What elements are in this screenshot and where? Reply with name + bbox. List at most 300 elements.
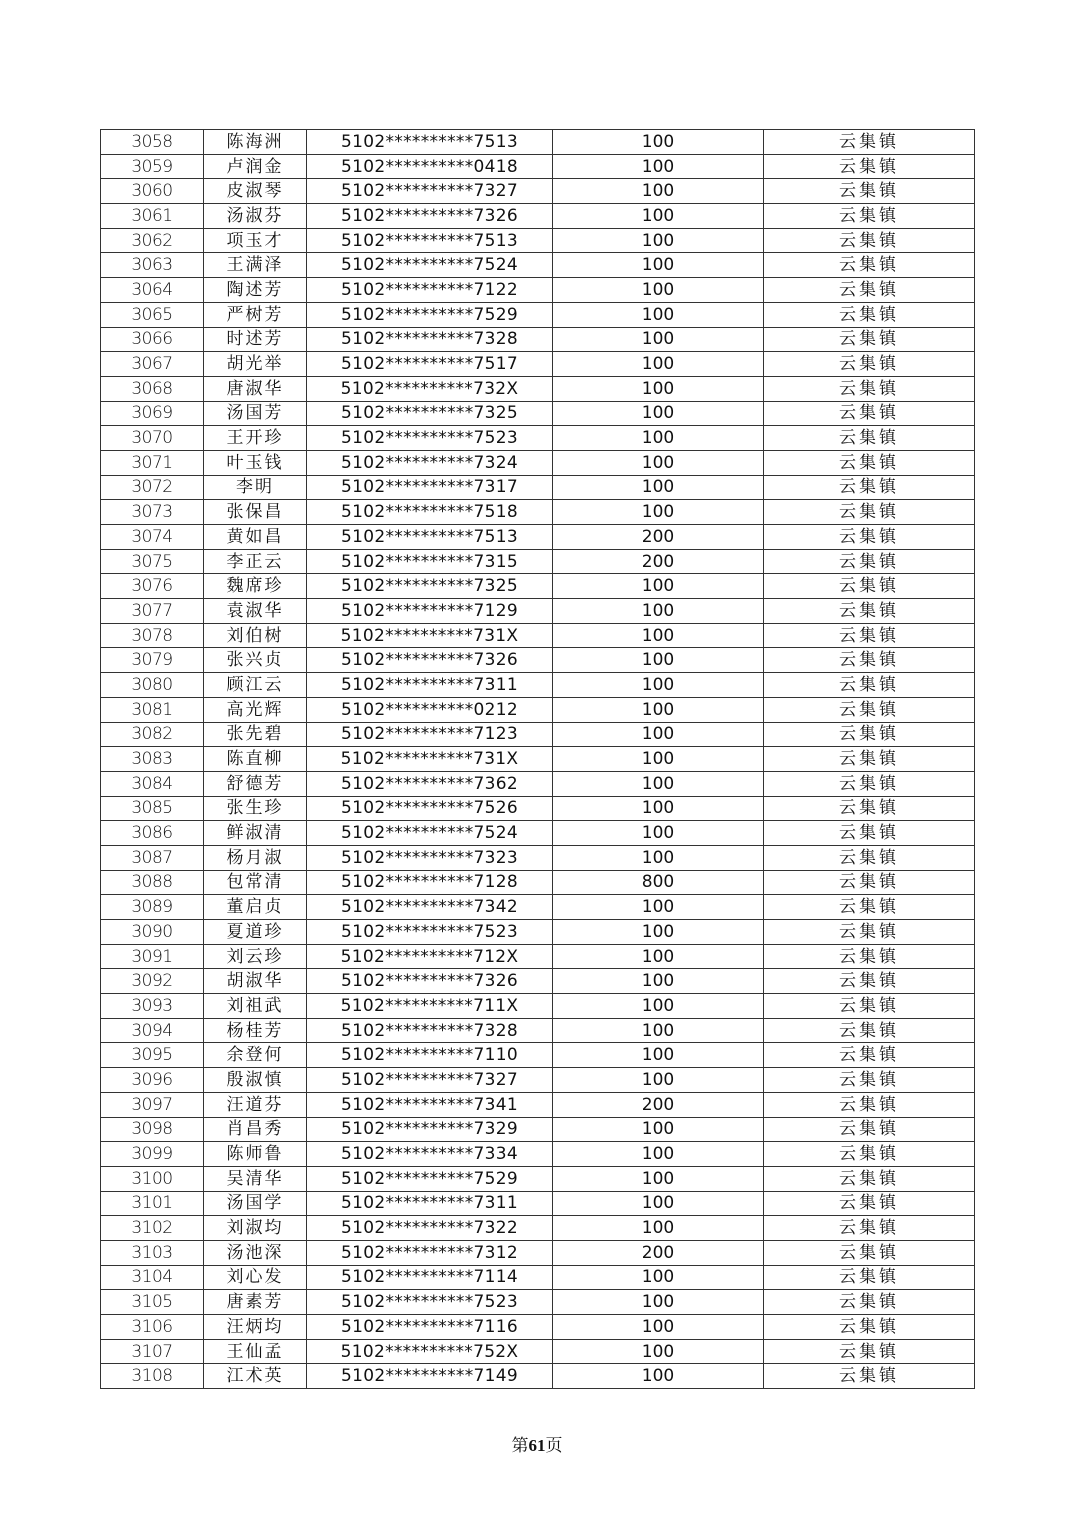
amount-cell: 100 xyxy=(553,426,764,451)
id-number-cell: 5102**********7327 xyxy=(307,1068,553,1093)
town-cell: 云集镇 xyxy=(764,376,975,401)
seq-cell: 3098 xyxy=(101,1117,204,1142)
town-cell: 云集镇 xyxy=(764,525,975,550)
id-number-cell: 5102**********7328 xyxy=(307,327,553,352)
table-row xyxy=(101,1092,975,1117)
amount-cell: 100 xyxy=(553,944,764,969)
amount-cell: 100 xyxy=(553,130,764,155)
id-number-cell: 5102**********7529 xyxy=(307,302,553,327)
table-row xyxy=(101,574,975,599)
seq-cell: 3085 xyxy=(101,796,204,821)
id-number-cell: 5102**********7311 xyxy=(307,1191,553,1216)
name-cell: 刘淑均 xyxy=(204,1216,307,1241)
town-cell: 云集镇 xyxy=(764,648,975,673)
subsidy-roster-table xyxy=(100,129,975,1389)
id-number-cell: 5102**********7129 xyxy=(307,599,553,624)
name-cell: 唐淑华 xyxy=(204,376,307,401)
town-cell: 云集镇 xyxy=(764,327,975,352)
seq-cell: 3070 xyxy=(101,426,204,451)
name-cell: 张保昌 xyxy=(204,500,307,525)
table-row xyxy=(101,1315,975,1340)
amount-cell: 200 xyxy=(553,1240,764,1265)
id-number-cell: 5102**********731X xyxy=(307,623,553,648)
table-row xyxy=(101,1216,975,1241)
amount-cell: 100 xyxy=(553,747,764,772)
seq-cell: 3087 xyxy=(101,845,204,870)
table-row xyxy=(101,1068,975,1093)
id-number-cell: 5102**********7529 xyxy=(307,1166,553,1191)
amount-cell: 100 xyxy=(553,1339,764,1364)
id-number-cell: 5102**********7329 xyxy=(307,1117,553,1142)
table-row xyxy=(101,697,975,722)
town-cell: 云集镇 xyxy=(764,352,975,377)
town-cell: 云集镇 xyxy=(764,253,975,278)
town-cell: 云集镇 xyxy=(764,228,975,253)
name-cell: 陶述芳 xyxy=(204,278,307,303)
amount-cell: 100 xyxy=(553,994,764,1019)
id-number-cell: 5102**********7312 xyxy=(307,1240,553,1265)
amount-cell: 100 xyxy=(553,845,764,870)
id-number-cell: 5102**********7311 xyxy=(307,673,553,698)
table-row xyxy=(101,771,975,796)
table-row xyxy=(101,1117,975,1142)
table-row xyxy=(101,179,975,204)
name-cell: 董启贞 xyxy=(204,895,307,920)
amount-cell: 100 xyxy=(553,920,764,945)
seq-cell: 3105 xyxy=(101,1290,204,1315)
town-cell: 云集镇 xyxy=(764,821,975,846)
table-row xyxy=(101,1166,975,1191)
table-row xyxy=(101,599,975,624)
name-cell: 刘伯树 xyxy=(204,623,307,648)
amount-cell: 100 xyxy=(553,796,764,821)
town-cell: 云集镇 xyxy=(764,1240,975,1265)
page-number: 61 xyxy=(528,1436,546,1455)
name-cell: 叶玉钱 xyxy=(204,450,307,475)
town-cell: 云集镇 xyxy=(764,747,975,772)
id-number-cell: 5102**********7513 xyxy=(307,525,553,550)
amount-cell: 100 xyxy=(553,1290,764,1315)
name-cell: 张先碧 xyxy=(204,722,307,747)
amount-cell: 100 xyxy=(553,500,764,525)
page-label-prefix: 第 xyxy=(511,1436,529,1456)
amount-cell: 100 xyxy=(553,1216,764,1241)
seq-cell: 3089 xyxy=(101,895,204,920)
id-number-cell: 5102**********752X xyxy=(307,1339,553,1364)
name-cell: 汤淑芬 xyxy=(204,204,307,229)
id-number-cell: 5102**********7341 xyxy=(307,1092,553,1117)
seq-cell: 3083 xyxy=(101,747,204,772)
town-cell: 云集镇 xyxy=(764,500,975,525)
table-row xyxy=(101,228,975,253)
name-cell: 舒德芳 xyxy=(204,771,307,796)
name-cell: 王开珍 xyxy=(204,426,307,451)
id-number-cell: 5102**********7328 xyxy=(307,1018,553,1043)
seq-cell: 3088 xyxy=(101,870,204,895)
amount-cell: 100 xyxy=(553,623,764,648)
id-number-cell: 5102**********7513 xyxy=(307,228,553,253)
town-cell: 云集镇 xyxy=(764,574,975,599)
town-cell: 云集镇 xyxy=(764,870,975,895)
id-number-cell: 5102**********7362 xyxy=(307,771,553,796)
id-number-cell: 5102**********7523 xyxy=(307,426,553,451)
town-cell: 云集镇 xyxy=(764,845,975,870)
id-number-cell: 5102**********0212 xyxy=(307,697,553,722)
town-cell: 云集镇 xyxy=(764,450,975,475)
town-cell: 云集镇 xyxy=(764,1191,975,1216)
table-row xyxy=(101,130,975,155)
id-number-cell: 5102**********7116 xyxy=(307,1315,553,1340)
amount-cell: 100 xyxy=(553,574,764,599)
table-row xyxy=(101,154,975,179)
name-cell: 陈师鲁 xyxy=(204,1142,307,1167)
amount-cell: 100 xyxy=(553,302,764,327)
id-number-cell: 5102**********7128 xyxy=(307,870,553,895)
seq-cell: 3071 xyxy=(101,450,204,475)
table-row xyxy=(101,1018,975,1043)
name-cell: 汪道芬 xyxy=(204,1092,307,1117)
seq-cell: 3095 xyxy=(101,1043,204,1068)
table-row xyxy=(101,623,975,648)
table-row xyxy=(101,549,975,574)
id-number-cell: 5102**********7342 xyxy=(307,895,553,920)
town-cell: 云集镇 xyxy=(764,1265,975,1290)
town-cell: 云集镇 xyxy=(764,154,975,179)
name-cell: 张兴贞 xyxy=(204,648,307,673)
seq-cell: 3067 xyxy=(101,352,204,377)
table-row xyxy=(101,870,975,895)
town-cell: 云集镇 xyxy=(764,1068,975,1093)
name-cell: 吴清华 xyxy=(204,1166,307,1191)
amount-cell: 100 xyxy=(553,1043,764,1068)
amount-cell: 200 xyxy=(553,549,764,574)
table-row xyxy=(101,450,975,475)
name-cell: 王仙孟 xyxy=(204,1339,307,1364)
seq-cell: 3081 xyxy=(101,697,204,722)
id-number-cell: 5102**********7325 xyxy=(307,401,553,426)
amount-cell: 800 xyxy=(553,870,764,895)
table-row xyxy=(101,648,975,673)
name-cell: 胡光举 xyxy=(204,352,307,377)
seq-cell: 3068 xyxy=(101,376,204,401)
name-cell: 王满泽 xyxy=(204,253,307,278)
amount-cell: 100 xyxy=(553,1068,764,1093)
town-cell: 云集镇 xyxy=(764,1216,975,1241)
seq-cell: 3108 xyxy=(101,1364,204,1389)
seq-cell: 3076 xyxy=(101,574,204,599)
id-number-cell: 5102**********7110 xyxy=(307,1043,553,1068)
name-cell: 胡淑华 xyxy=(204,969,307,994)
amount-cell: 100 xyxy=(553,1018,764,1043)
amount-cell: 100 xyxy=(553,969,764,994)
name-cell: 杨月淑 xyxy=(204,845,307,870)
name-cell: 殷淑慎 xyxy=(204,1068,307,1093)
amount-cell: 200 xyxy=(553,525,764,550)
amount-cell: 200 xyxy=(553,1092,764,1117)
id-number-cell: 5102**********7523 xyxy=(307,920,553,945)
table-row xyxy=(101,253,975,278)
town-cell: 云集镇 xyxy=(764,1166,975,1191)
seq-cell: 3086 xyxy=(101,821,204,846)
town-cell: 云集镇 xyxy=(764,179,975,204)
name-cell: 汤国学 xyxy=(204,1191,307,1216)
town-cell: 云集镇 xyxy=(764,1018,975,1043)
name-cell: 黄如昌 xyxy=(204,525,307,550)
seq-cell: 3074 xyxy=(101,525,204,550)
id-number-cell: 5102**********7114 xyxy=(307,1265,553,1290)
amount-cell: 100 xyxy=(553,401,764,426)
id-number-cell: 5102**********7315 xyxy=(307,549,553,574)
name-cell: 汤池深 xyxy=(204,1240,307,1265)
amount-cell: 100 xyxy=(553,1364,764,1389)
name-cell: 时述芳 xyxy=(204,327,307,352)
table-row xyxy=(101,525,975,550)
seq-cell: 3107 xyxy=(101,1339,204,1364)
seq-cell: 3059 xyxy=(101,154,204,179)
name-cell: 袁淑华 xyxy=(204,599,307,624)
seq-cell: 3094 xyxy=(101,1018,204,1043)
name-cell: 包常清 xyxy=(204,870,307,895)
id-number-cell: 5102**********7523 xyxy=(307,1290,553,1315)
town-cell: 云集镇 xyxy=(764,1315,975,1340)
table-row xyxy=(101,1339,975,1364)
amount-cell: 100 xyxy=(553,673,764,698)
town-cell: 云集镇 xyxy=(764,426,975,451)
seq-cell: 3073 xyxy=(101,500,204,525)
table-row xyxy=(101,673,975,698)
town-cell: 云集镇 xyxy=(764,549,975,574)
town-cell: 云集镇 xyxy=(764,130,975,155)
id-number-cell: 5102**********7149 xyxy=(307,1364,553,1389)
id-number-cell: 5102**********731X xyxy=(307,747,553,772)
town-cell: 云集镇 xyxy=(764,673,975,698)
table-row xyxy=(101,302,975,327)
id-number-cell: 5102**********711X xyxy=(307,994,553,1019)
name-cell: 江术英 xyxy=(204,1364,307,1389)
table-row xyxy=(101,278,975,303)
name-cell: 李明 xyxy=(204,475,307,500)
seq-cell: 3082 xyxy=(101,722,204,747)
amount-cell: 100 xyxy=(553,648,764,673)
seq-cell: 3063 xyxy=(101,253,204,278)
town-cell: 云集镇 xyxy=(764,722,975,747)
amount-cell: 100 xyxy=(553,154,764,179)
town-cell: 云集镇 xyxy=(764,1364,975,1389)
id-number-cell: 5102**********732X xyxy=(307,376,553,401)
seq-cell: 3069 xyxy=(101,401,204,426)
name-cell: 余登何 xyxy=(204,1043,307,1068)
id-number-cell: 5102**********7317 xyxy=(307,475,553,500)
id-number-cell: 5102**********7327 xyxy=(307,179,553,204)
town-cell: 云集镇 xyxy=(764,944,975,969)
seq-cell: 3091 xyxy=(101,944,204,969)
seq-cell: 3106 xyxy=(101,1315,204,1340)
name-cell: 卢润金 xyxy=(204,154,307,179)
town-cell: 云集镇 xyxy=(764,1092,975,1117)
town-cell: 云集镇 xyxy=(764,771,975,796)
table-row xyxy=(101,1364,975,1389)
seq-cell: 3104 xyxy=(101,1265,204,1290)
name-cell: 张生珍 xyxy=(204,796,307,821)
town-cell: 云集镇 xyxy=(764,1290,975,1315)
name-cell: 杨桂芳 xyxy=(204,1018,307,1043)
table-row xyxy=(101,747,975,772)
town-cell: 云集镇 xyxy=(764,920,975,945)
seq-cell: 3084 xyxy=(101,771,204,796)
amount-cell: 100 xyxy=(553,204,764,229)
id-number-cell: 5102**********7122 xyxy=(307,278,553,303)
seq-cell: 3077 xyxy=(101,599,204,624)
id-number-cell: 5102**********7322 xyxy=(307,1216,553,1241)
seq-cell: 3096 xyxy=(101,1068,204,1093)
town-cell: 云集镇 xyxy=(764,697,975,722)
amount-cell: 100 xyxy=(553,376,764,401)
id-number-cell: 5102**********7326 xyxy=(307,204,553,229)
amount-cell: 100 xyxy=(553,278,764,303)
page-label-suffix: 页 xyxy=(545,1436,563,1456)
amount-cell: 100 xyxy=(553,450,764,475)
amount-cell: 100 xyxy=(553,327,764,352)
seq-cell: 3097 xyxy=(101,1092,204,1117)
name-cell: 陈直柳 xyxy=(204,747,307,772)
table-row xyxy=(101,401,975,426)
table-row xyxy=(101,944,975,969)
id-number-cell: 5102**********7524 xyxy=(307,253,553,278)
name-cell: 鲜淑清 xyxy=(204,821,307,846)
table-row xyxy=(101,845,975,870)
amount-cell: 100 xyxy=(553,475,764,500)
seq-cell: 3075 xyxy=(101,549,204,574)
name-cell: 夏道珍 xyxy=(204,920,307,945)
town-cell: 云集镇 xyxy=(764,475,975,500)
town-cell: 云集镇 xyxy=(764,895,975,920)
table-row xyxy=(101,1191,975,1216)
seq-cell: 3080 xyxy=(101,673,204,698)
amount-cell: 100 xyxy=(553,697,764,722)
amount-cell: 100 xyxy=(553,599,764,624)
id-number-cell: 5102**********7326 xyxy=(307,969,553,994)
town-cell: 云集镇 xyxy=(764,1142,975,1167)
town-cell: 云集镇 xyxy=(764,302,975,327)
id-number-cell: 5102**********7526 xyxy=(307,796,553,821)
amount-cell: 100 xyxy=(553,179,764,204)
amount-cell: 100 xyxy=(553,895,764,920)
amount-cell: 100 xyxy=(553,352,764,377)
seq-cell: 3066 xyxy=(101,327,204,352)
town-cell: 云集镇 xyxy=(764,599,975,624)
table-row xyxy=(101,1290,975,1315)
town-cell: 云集镇 xyxy=(764,278,975,303)
seq-cell: 3079 xyxy=(101,648,204,673)
seq-cell: 3062 xyxy=(101,228,204,253)
seq-cell: 3061 xyxy=(101,204,204,229)
seq-cell: 3065 xyxy=(101,302,204,327)
town-cell: 云集镇 xyxy=(764,204,975,229)
id-number-cell: 5102**********7518 xyxy=(307,500,553,525)
table-row xyxy=(101,920,975,945)
seq-cell: 3060 xyxy=(101,179,204,204)
town-cell: 云集镇 xyxy=(764,994,975,1019)
table-row xyxy=(101,426,975,451)
seq-cell: 3093 xyxy=(101,994,204,1019)
amount-cell: 100 xyxy=(553,1191,764,1216)
amount-cell: 100 xyxy=(553,821,764,846)
amount-cell: 100 xyxy=(553,228,764,253)
table-row xyxy=(101,722,975,747)
id-number-cell: 5102**********7324 xyxy=(307,450,553,475)
name-cell: 汤国芳 xyxy=(204,401,307,426)
amount-cell: 100 xyxy=(553,1265,764,1290)
seq-cell: 3064 xyxy=(101,278,204,303)
table-row xyxy=(101,204,975,229)
seq-cell: 3072 xyxy=(101,475,204,500)
name-cell: 项玉才 xyxy=(204,228,307,253)
id-number-cell: 5102**********7517 xyxy=(307,352,553,377)
name-cell: 刘心发 xyxy=(204,1265,307,1290)
name-cell: 皮淑琴 xyxy=(204,179,307,204)
table-row xyxy=(101,500,975,525)
amount-cell: 100 xyxy=(553,1315,764,1340)
table-row xyxy=(101,1265,975,1290)
seq-cell: 3090 xyxy=(101,920,204,945)
amount-cell: 100 xyxy=(553,1166,764,1191)
seq-cell: 3102 xyxy=(101,1216,204,1241)
town-cell: 云集镇 xyxy=(764,401,975,426)
seq-cell: 3092 xyxy=(101,969,204,994)
table-row xyxy=(101,895,975,920)
town-cell: 云集镇 xyxy=(764,623,975,648)
amount-cell: 100 xyxy=(553,1117,764,1142)
town-cell: 云集镇 xyxy=(764,1339,975,1364)
seq-cell: 3058 xyxy=(101,130,204,155)
id-number-cell: 5102**********7524 xyxy=(307,821,553,846)
name-cell: 严树芳 xyxy=(204,302,307,327)
seq-cell: 3101 xyxy=(101,1191,204,1216)
id-number-cell: 5102**********0418 xyxy=(307,154,553,179)
table-row xyxy=(101,796,975,821)
id-number-cell: 5102**********7334 xyxy=(307,1142,553,1167)
table-row xyxy=(101,327,975,352)
name-cell: 陈海洲 xyxy=(204,130,307,155)
amount-cell: 100 xyxy=(553,722,764,747)
id-number-cell: 5102**********7323 xyxy=(307,845,553,870)
town-cell: 云集镇 xyxy=(764,1117,975,1142)
roster-body xyxy=(101,130,975,1389)
table-row xyxy=(101,1142,975,1167)
town-cell: 云集镇 xyxy=(764,1043,975,1068)
seq-cell: 3103 xyxy=(101,1240,204,1265)
id-number-cell: 5102**********7513 xyxy=(307,130,553,155)
name-cell: 顾江云 xyxy=(204,673,307,698)
town-cell: 云集镇 xyxy=(764,969,975,994)
town-cell: 云集镇 xyxy=(764,796,975,821)
name-cell: 刘云珍 xyxy=(204,944,307,969)
table-row xyxy=(101,475,975,500)
table-row xyxy=(101,1240,975,1265)
seq-cell: 3100 xyxy=(101,1166,204,1191)
name-cell: 李正云 xyxy=(204,549,307,574)
amount-cell: 100 xyxy=(553,1142,764,1167)
name-cell: 肖昌秀 xyxy=(204,1117,307,1142)
id-number-cell: 5102**********7326 xyxy=(307,648,553,673)
table-row xyxy=(101,821,975,846)
table-row xyxy=(101,994,975,1019)
page-footer xyxy=(0,1431,1074,1456)
seq-cell: 3078 xyxy=(101,623,204,648)
table-row xyxy=(101,376,975,401)
amount-cell: 100 xyxy=(553,253,764,278)
seq-cell: 3099 xyxy=(101,1142,204,1167)
